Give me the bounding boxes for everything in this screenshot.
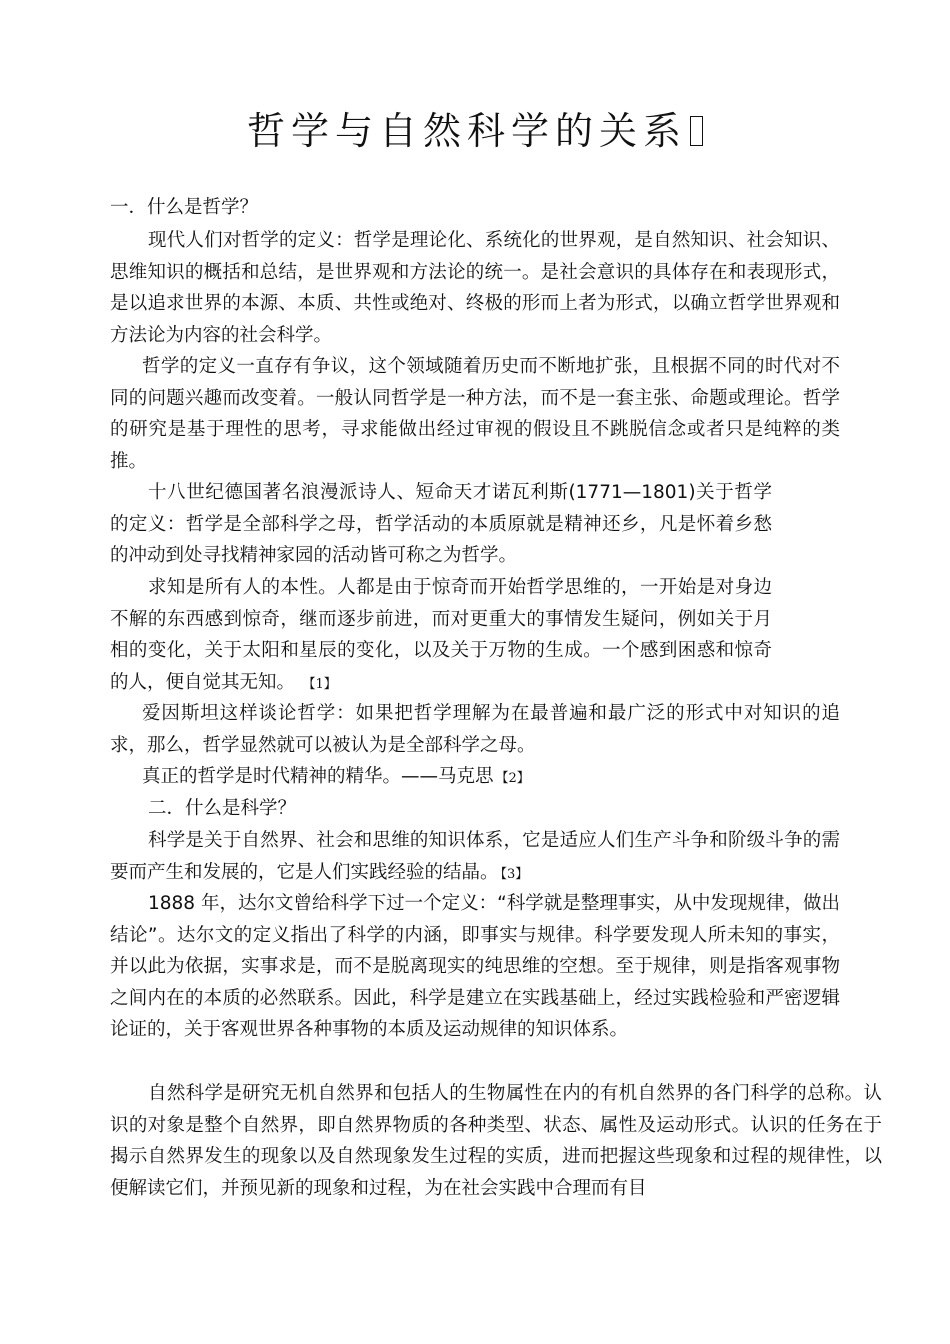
- paragraph-marx-text: 真正的哲学是时代精神的精华。——马克思: [142, 766, 494, 787]
- paragraph-einstein: 爱因斯坦这样谈论哲学：如果把哲学理解为在最普遍和最广泛的形式中对知识的追求，那么，哲学显然就可以被认为是全部科学之母。: [110, 703, 840, 756]
- missing-glyph-box: [690, 116, 703, 146]
- paragraph-natural-science: 自然科学是研究无机自然界和包括人的生物属性在内的有机自然界的各门科学的总称。认识的对象是整个自然界，即自然界物质的各种类型、状态、属性及运动形式。认识的任务在于揭示自然界发生的现象以及自然现象发生过程的实质，进而把握这些现象和过程的规律性，以便解读它们，并预见新的现象和过程，为在社会实践中合理而有目: [110, 1083, 882, 1199]
- paragraph-science-definition: [110, 825, 840, 890]
- paragraph-curiosity-text: 求知是所有人的本性。人都是由于惊奇而开始哲学思维的，一开始是对身边不解的东西感到惊奇，继而逐步前进，而对更重大的事情发生疑问，例如关于月相的变化，关于太阳和星辰的变化，以及关于万物的生成。一个感到困惑和惊奇的人，便自觉其无知。: [110, 577, 772, 693]
- document-title: 哲学与自然科学的关系: [0, 100, 950, 155]
- paragraph-marx: [110, 761, 840, 795]
- paragraph-darwin: 1888 年，达尔文曾给科学下过一个定义：“科学就是整理事实，从中发现规律，做出结论”。达尔文的定义指出了科学的内涵，即事实与规律。科学要发现人所未知的事实，并以此为依据，实事求是，而不是脱离现实的纯思维的空想。至于规律，则是指客观事物之间内在的本质的必然联系。因此，科学是建立在实践基础上，经过实践检验和严密逻辑论证的，关于客观世界各种事物的本质及运动规律的知识体系。: [110, 893, 840, 1040]
- paragraph-philosophy-dispute: 哲学的定义一直存有争议，这个领域随着历史而不断地扩张，且根据不同的时代对不同的问题兴趣而改变着。一般认同哲学是一种方法，而不是一套主张、命题或理论。哲学的研究是基于理性的思考，寻求能做出经过审视的假设且不跳脱信念或者只是纯粹的类推。: [110, 356, 840, 472]
- section2-heading: 二．什么是科学？: [148, 798, 297, 819]
- reference-marker-3: 【3】: [500, 866, 529, 882]
- reference-marker-1: 【1】: [309, 676, 337, 692]
- paragraph-philosophy-definition: 现代人们对哲学的定义：哲学是理论化、系统化的世界观，是自然知识、社会知识、思维知识的概括和总结，是世界观和方法论的统一。是社会意识的具体存在和表现形式，是以追求世界的本源、本质、共性或绝对、终极的形而上者为形式，以确立哲学世界观和方法论为内容的社会科学。: [110, 230, 840, 346]
- paragraph-novalis: 十八世纪德国著名浪漫派诗人、短命天才诺瓦利斯(1771—1801)关于哲学的定义：哲学是全部科学之母，哲学活动的本质原就是精神还乡，凡是怀着乡愁的冲动到处寻找精神家园的活动皆可称之为哲学。: [110, 482, 772, 566]
- paragraph-science-definition-text: 科学是关于自然界、社会和思维的知识体系，它是适应人们生产斗争和阶级斗争的需要而产生和发展的，它是人们实践经验的结晶。: [110, 830, 840, 883]
- paragraph-curiosity: [110, 572, 772, 700]
- reference-marker-2: 【2】: [495, 771, 530, 786]
- section1-heading: 一．什么是哲学？: [110, 197, 259, 218]
